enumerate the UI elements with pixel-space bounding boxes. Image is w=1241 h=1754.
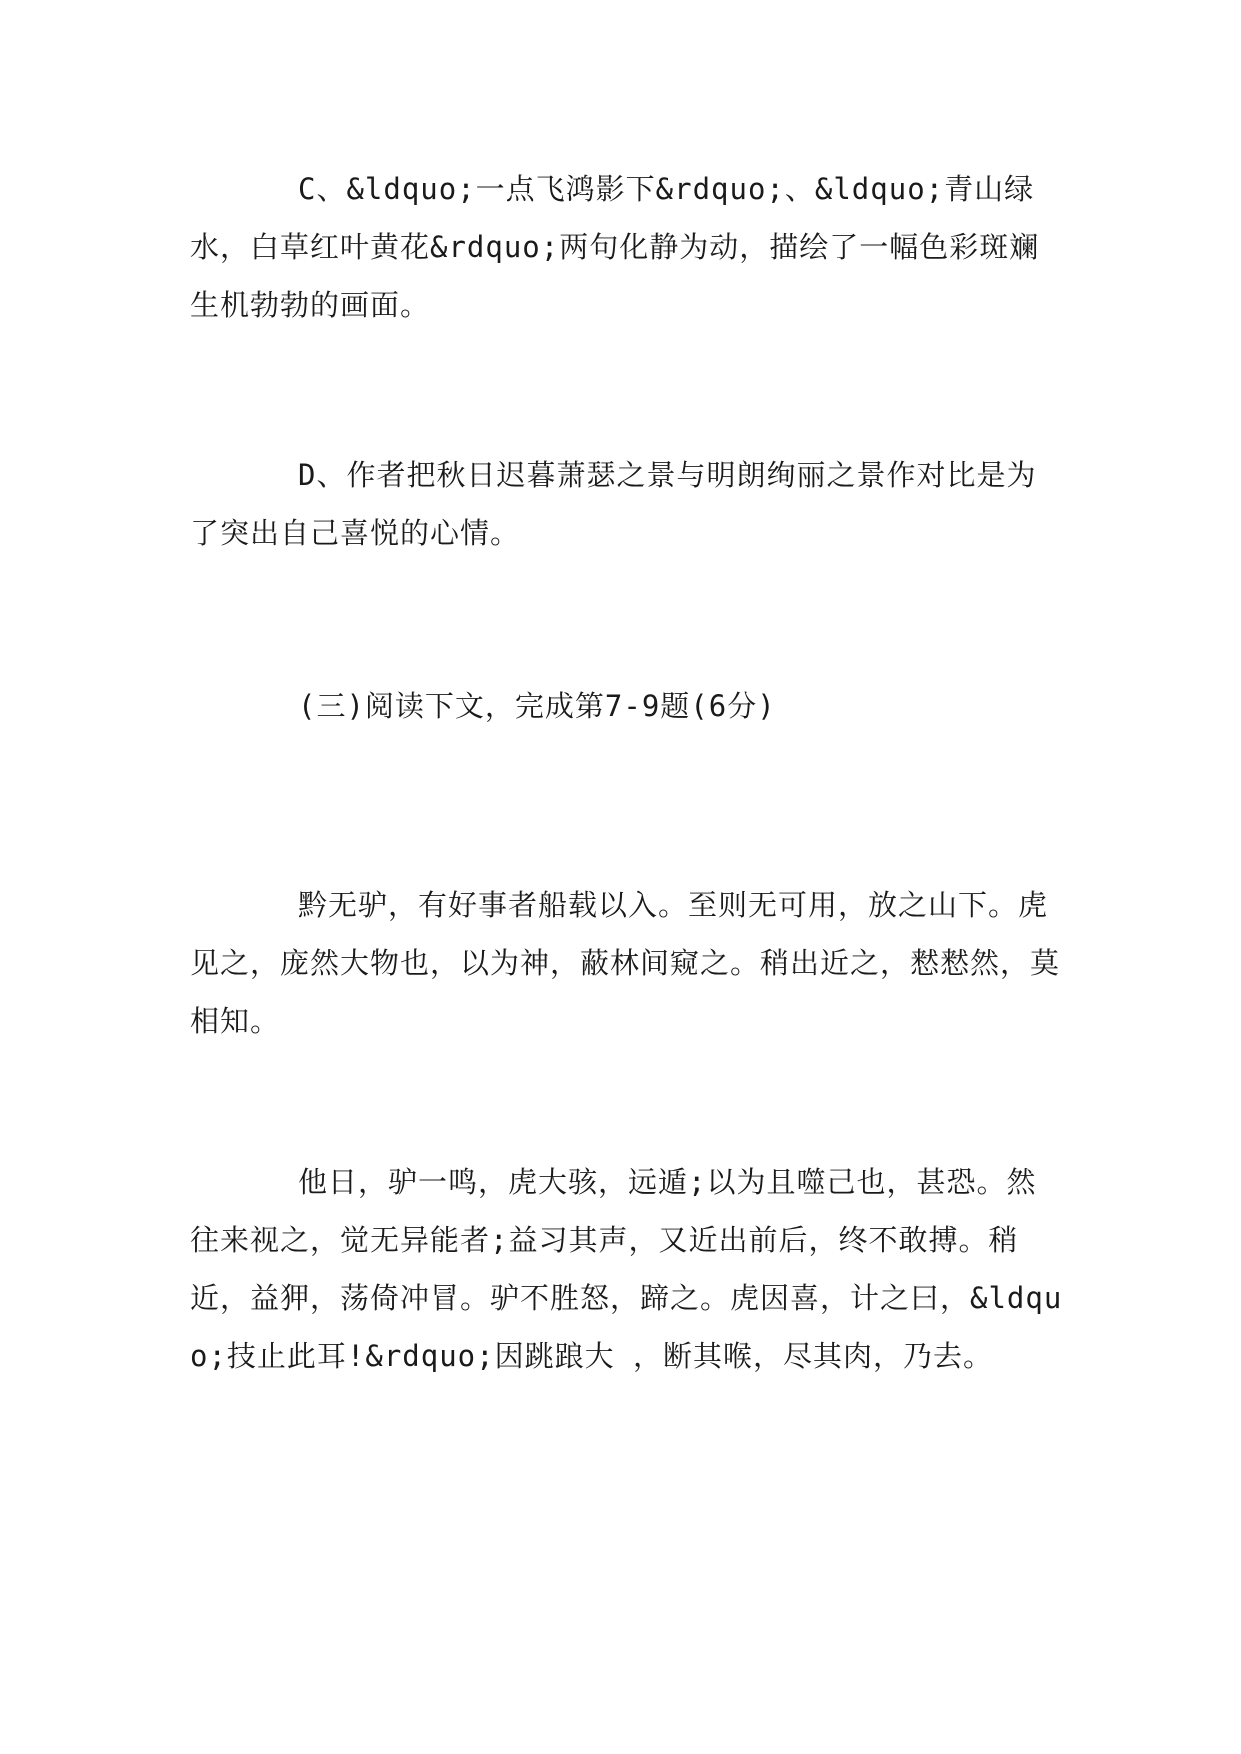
- passage-paragraph-1: 黔无驴，有好事者船载以入。至则无可用，放之山下。虎见之，庞然大物也，以为神，蔽林间窥之。稍出近之，慭慭然，莫相知。: [190, 888, 1061, 1038]
- option-c-paragraph: C、&ldquo;一点飞鸿影下&rdquo;、&ldquo;青山绿水，白草红叶黄花&rdquo;两句化静为动，描绘了一幅色彩斑斓生机勃勃的画面。: [190, 172, 1040, 322]
- option-d-paragraph: D、作者把秋日迟暮萧瑟之景与明朗绚丽之景作对比是为了突出自己喜悦的心情。: [190, 458, 1037, 550]
- section-heading: (三)阅读下文，完成第7-9题(6分): [298, 689, 776, 723]
- passage-paragraph-2: 他日，驴一鸣，虎大骇，远遁;以为且噬己也，甚恐。然往来视之，觉无异能者;益习其声，又近出前后，终不敢搏。稍近，益狎，荡倚冲冒。驴不胜怒，蹄之。虎因喜，计之曰，&ldquo;技止此耳!&rdquo;因跳踉大 ，断其喉，尽其肉，乃去。: [190, 1165, 1063, 1373]
